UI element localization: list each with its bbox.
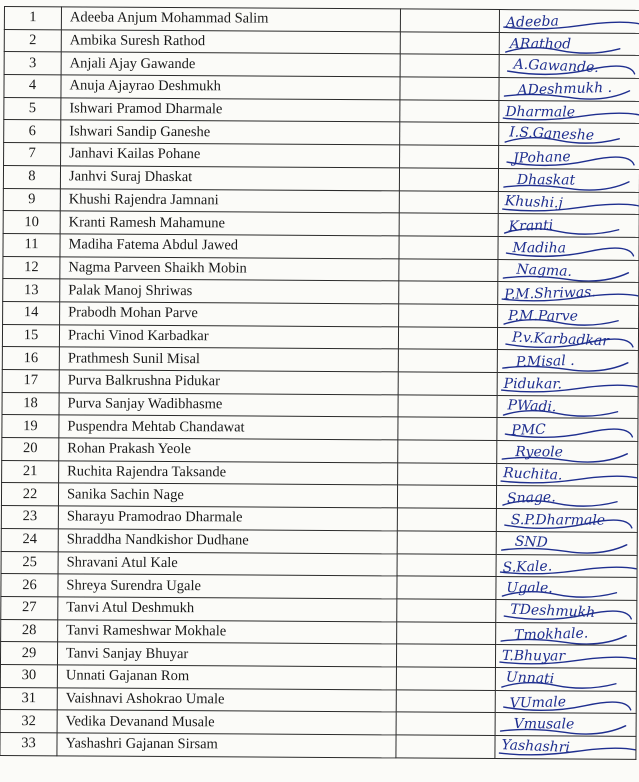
serial-number-cell: 31 <box>0 687 57 710</box>
signature-text: Khushi.j <box>504 192 564 212</box>
student-name-cell: Purva Sanjay Wadibhasme <box>59 393 398 418</box>
serial-number-cell: 22 <box>1 483 58 506</box>
student-name-cell: Puspendra Mehtab Chandawat <box>59 415 398 440</box>
student-name-cell: Khushi Rajendra Jamnani <box>60 188 399 213</box>
student-name-cell: Anjali Ajay Gawande <box>61 52 400 77</box>
signature-text: ADeshmukh . <box>517 79 613 99</box>
serial-number-cell: 5 <box>4 97 61 120</box>
signature-cell <box>497 350 638 374</box>
signature-cell <box>496 486 637 510</box>
serial-number-cell: 12 <box>3 256 60 279</box>
blank-cell <box>398 372 497 395</box>
student-name-cell: Vedika Devanand Musale <box>57 710 396 735</box>
signature-text: Unnati <box>505 669 555 688</box>
signature-text: Tmokhale. <box>513 625 589 644</box>
signature-cell <box>495 690 636 714</box>
blank-cell <box>397 576 496 599</box>
serial-number-cell: 27 <box>1 596 58 619</box>
handwritten-signature <box>499 100 639 124</box>
blank-cell <box>397 531 496 554</box>
blank-cell <box>400 54 499 77</box>
student-name-cell: Yashashri Gajanan Sirsam <box>57 733 396 758</box>
blank-cell <box>400 9 499 32</box>
signature-text: Snage. <box>506 489 556 508</box>
signature-text: Pidukar. <box>503 376 563 393</box>
signature-stroke <box>505 138 619 144</box>
signature-text: Ugale. <box>506 580 553 597</box>
student-name-cell: Ishwari Pramod Dharmale <box>61 98 400 123</box>
signature-stroke <box>505 520 632 530</box>
signature-text: Dhaskat <box>516 171 576 189</box>
signature-cell <box>496 622 637 646</box>
student-name-cell: Tanvi Atul Deshmukh <box>58 597 397 622</box>
signature-text: P.v.Karbadkar <box>511 329 610 350</box>
blank-cell <box>400 145 499 168</box>
signature-cell <box>499 123 639 147</box>
signature-stroke <box>504 21 639 29</box>
handwritten-signature <box>496 690 637 714</box>
attendance-table-body <box>0 7 639 760</box>
signature-cell <box>498 191 639 215</box>
signature-cell <box>495 736 636 760</box>
signature-stroke <box>504 90 629 99</box>
signature-stroke <box>501 475 637 483</box>
table-row <box>0 732 636 759</box>
handwritten-signature <box>497 395 638 419</box>
student-name-cell: Ruchita Rajendra Taksande <box>59 461 398 486</box>
student-name-cell: Madiha Fatema Abdul Jawed <box>60 234 399 259</box>
student-name-cell: Prabodh Mohan Parve <box>60 302 399 327</box>
blank-cell <box>397 553 496 576</box>
serial-number-cell: 25 <box>1 551 58 574</box>
handwritten-signature <box>499 146 639 170</box>
handwritten-signature <box>499 168 639 192</box>
signature-stroke <box>504 319 618 325</box>
serial-number-cell: 30 <box>0 664 57 687</box>
signature-stroke <box>501 725 626 734</box>
signature-cell <box>498 282 639 306</box>
blank-cell <box>398 440 497 463</box>
serial-number-cell: 6 <box>4 120 61 143</box>
signature-cell <box>499 146 639 170</box>
serial-number-cell: 20 <box>2 438 59 461</box>
serial-number-cell: 26 <box>1 574 58 597</box>
handwritten-signature <box>500 55 639 79</box>
serial-number-cell: 33 <box>0 732 57 755</box>
signature-text: Vmusale <box>513 716 575 733</box>
signature-text: Dharmale <box>505 103 576 121</box>
student-name-cell: Ishwari Sandip Ganeshe <box>61 120 400 145</box>
signature-cell <box>497 463 638 487</box>
signature-text: Madiha <box>512 239 567 257</box>
blank-cell <box>400 100 499 123</box>
signature-text: Nagma. <box>516 261 573 280</box>
handwritten-signature <box>497 441 638 465</box>
signature-text: I.S.Ganeshe <box>508 124 595 145</box>
signature-cell <box>499 55 639 79</box>
student-name-cell: Sanika Sachin Nage <box>58 483 397 508</box>
blank-cell <box>396 667 495 690</box>
handwritten-signature <box>497 463 638 487</box>
signature-cell <box>499 10 639 34</box>
signature-stroke <box>504 181 629 190</box>
signature-text: JPohane <box>512 149 571 167</box>
signature-stroke <box>502 592 616 598</box>
signature-text: PWadi. <box>507 397 557 416</box>
student-name-cell: Shraddha Nandkishor Dudhane <box>58 529 397 554</box>
blank-cell <box>399 258 498 281</box>
handwritten-signature <box>498 373 639 397</box>
student-name-cell: Prathmesh Sunil Misal <box>59 347 398 372</box>
signature-cell <box>498 259 639 283</box>
signature-stroke <box>504 701 631 711</box>
serial-number-cell: 2 <box>4 29 61 52</box>
serial-number-cell: 24 <box>1 528 58 551</box>
serial-number-cell: 11 <box>3 233 60 256</box>
handwritten-signature <box>499 78 639 102</box>
signature-text: Kranti <box>508 217 554 236</box>
signature-stroke <box>506 47 620 53</box>
handwritten-signature <box>496 599 637 623</box>
signature-stroke <box>504 610 631 620</box>
signature-stroke <box>501 635 626 644</box>
blank-cell <box>398 349 497 372</box>
signature-stroke <box>502 384 638 392</box>
blank-cell <box>399 304 498 327</box>
student-name-cell: Tanvi Sanjay Bhuyar <box>57 642 396 667</box>
student-name-cell: Palak Manoj Shriwas <box>60 279 399 304</box>
blank-cell <box>399 236 498 259</box>
serial-number-cell: 21 <box>2 460 59 483</box>
handwritten-signature <box>499 191 639 215</box>
handwritten-signature <box>496 667 637 691</box>
blank-cell <box>398 395 497 418</box>
blank-cell <box>396 644 495 667</box>
serial-number-cell: 16 <box>2 347 59 370</box>
signature-stroke <box>506 247 633 257</box>
signature-stroke <box>500 657 636 665</box>
signature-text: P.M.Shriwas. <box>504 284 597 304</box>
signature-cell <box>496 577 637 601</box>
signature-stroke <box>501 566 637 574</box>
serial-number-cell: 15 <box>2 324 59 347</box>
student-name-cell: Adeeba Anjum Mohammad Salim <box>61 7 400 32</box>
handwritten-signature <box>498 304 639 328</box>
signature-cell <box>498 236 639 260</box>
signature-text: Adeeba <box>505 13 560 31</box>
signature-stroke <box>502 294 638 302</box>
signature-stroke <box>503 501 617 507</box>
handwritten-signature <box>497 486 638 510</box>
signature-cell <box>495 667 636 691</box>
student-name-cell: Shreya Surendra Ugale <box>58 574 397 599</box>
blank-cell <box>399 190 498 213</box>
serial-number-cell: 17 <box>2 369 59 392</box>
blank-cell <box>399 213 498 236</box>
serial-number-cell: 19 <box>2 415 59 438</box>
signature-cell <box>498 168 639 192</box>
blank-cell <box>400 77 499 100</box>
signature-cell <box>495 713 636 737</box>
signature-text: P.M.Parve <box>508 308 579 325</box>
signature-text: Ryeole <box>515 444 564 461</box>
signature-stroke <box>507 157 634 167</box>
serial-number-cell: 13 <box>3 279 60 302</box>
handwritten-signature <box>496 577 637 601</box>
signature-cell <box>497 373 638 397</box>
signature-stroke <box>503 112 639 120</box>
signature-cell <box>495 645 636 669</box>
serial-number-cell: 10 <box>3 211 60 234</box>
signature-stroke <box>503 362 628 371</box>
blank-cell <box>396 690 495 713</box>
handwritten-signature <box>495 736 636 760</box>
student-name-cell: Purva Balkrushna Pidukar <box>59 370 398 395</box>
blank-cell <box>398 327 497 350</box>
handwritten-signature <box>499 123 639 147</box>
handwritten-signature <box>499 214 639 238</box>
student-name-cell: Prachi Vinod Karbadkar <box>59 324 398 349</box>
student-name-cell: Anuja Ajayrao Deshmukh <box>61 75 400 100</box>
signature-stroke <box>505 429 632 439</box>
attendance-table <box>0 6 639 760</box>
student-name-cell: Unnati Gajanan Rom <box>57 665 396 690</box>
serial-number-cell: 4 <box>4 75 61 98</box>
serial-number-cell: 3 <box>4 52 61 75</box>
signature-stroke <box>503 203 639 211</box>
signature-cell <box>497 395 638 419</box>
signature-cell <box>496 509 637 533</box>
student-name-cell: Tanvi Rameshwar Mokhale <box>58 619 397 644</box>
signature-text: VUmale <box>509 693 567 712</box>
signature-stroke <box>506 338 633 348</box>
handwritten-signature <box>496 645 637 669</box>
blank-cell <box>397 485 496 508</box>
serial-number-cell: 14 <box>3 301 60 324</box>
signature-cell <box>497 441 638 465</box>
signature-stroke <box>502 544 627 553</box>
handwritten-signature <box>497 554 638 578</box>
serial-number-cell: 1 <box>4 7 61 30</box>
signature-cell <box>499 78 639 102</box>
serial-number-cell: 23 <box>1 506 58 529</box>
handwritten-signature <box>498 350 639 374</box>
signature-text: ARathod <box>509 35 572 53</box>
handwritten-signature <box>500 32 639 56</box>
signature-cell <box>497 327 638 351</box>
student-name-cell: Nagma Parveen Shaikh Mobin <box>60 256 399 281</box>
signature-cell <box>496 554 637 578</box>
signature-text: SND <box>514 533 549 551</box>
student-name-cell: Janhavi Kailas Pohane <box>61 143 400 168</box>
handwritten-signature <box>498 282 639 306</box>
signature-cell <box>498 304 639 328</box>
serial-number-cell: 9 <box>3 188 60 211</box>
student-name-cell: Shravani Atul Kale <box>58 551 397 576</box>
signature-text: TDeshmukh <box>510 601 596 621</box>
student-name-cell: Rohan Prakash Yeole <box>59 438 398 463</box>
blank-cell <box>398 417 497 440</box>
student-name-cell: Kranti Ramesh Mahamune <box>60 211 399 236</box>
student-name-cell: Janhvi Suraj Dhaskat <box>60 166 399 191</box>
signature-stroke <box>504 410 618 416</box>
signature-text: Yashashri <box>501 737 571 756</box>
signature-stroke <box>502 453 627 462</box>
handwritten-signature <box>498 327 639 351</box>
signature-stroke <box>502 682 616 688</box>
signature-cell <box>499 100 639 124</box>
handwritten-signature <box>498 259 639 283</box>
signature-text: P.Misal . <box>515 353 575 371</box>
blank-cell <box>396 735 495 758</box>
handwritten-signature <box>496 713 637 737</box>
signature-text: S.Kale. <box>502 558 553 576</box>
signature-stroke <box>508 66 635 76</box>
student-name-cell: Vaishnavi Ashokrao Umale <box>57 687 396 712</box>
blank-cell <box>398 463 497 486</box>
serial-number-cell: 8 <box>3 165 60 188</box>
serial-number-cell: 7 <box>4 143 61 166</box>
handwritten-signature <box>498 236 639 260</box>
signature-cell <box>496 531 637 555</box>
signature-cell <box>497 418 638 442</box>
blank-cell <box>397 621 496 644</box>
blank-cell <box>399 281 498 304</box>
serial-number-cell: 29 <box>0 642 57 665</box>
handwritten-signature <box>500 10 639 34</box>
signature-cell <box>498 214 639 238</box>
student-name-cell: Ambika Suresh Rathod <box>61 30 400 55</box>
blank-cell <box>400 122 499 145</box>
student-name-cell: Sharayu Pramodrao Dharmale <box>58 506 397 531</box>
handwritten-signature <box>497 509 638 533</box>
blank-cell <box>400 32 499 55</box>
blank-cell <box>397 599 496 622</box>
signature-text: T.Bhuyar <box>501 648 566 665</box>
signature-cell <box>496 599 637 623</box>
signature-text: PMC <box>511 422 547 440</box>
signature-stroke <box>505 229 619 235</box>
serial-number-cell: 18 <box>2 392 59 415</box>
handwritten-signature <box>497 531 638 555</box>
signature-text: S.P.Dharmale <box>510 512 606 529</box>
signature-stroke <box>499 747 635 755</box>
signature-text: Ruchita. <box>502 464 563 484</box>
serial-number-cell: 32 <box>0 710 57 733</box>
handwritten-signature <box>497 418 638 442</box>
signature-stroke <box>503 272 628 281</box>
blank-cell <box>397 508 496 531</box>
blank-cell <box>396 712 495 735</box>
serial-number-cell: 28 <box>1 619 58 642</box>
blank-cell <box>399 168 498 191</box>
signature-cell <box>499 32 639 56</box>
handwritten-signature <box>496 622 637 646</box>
signature-text: A.Gawande. <box>513 56 600 77</box>
